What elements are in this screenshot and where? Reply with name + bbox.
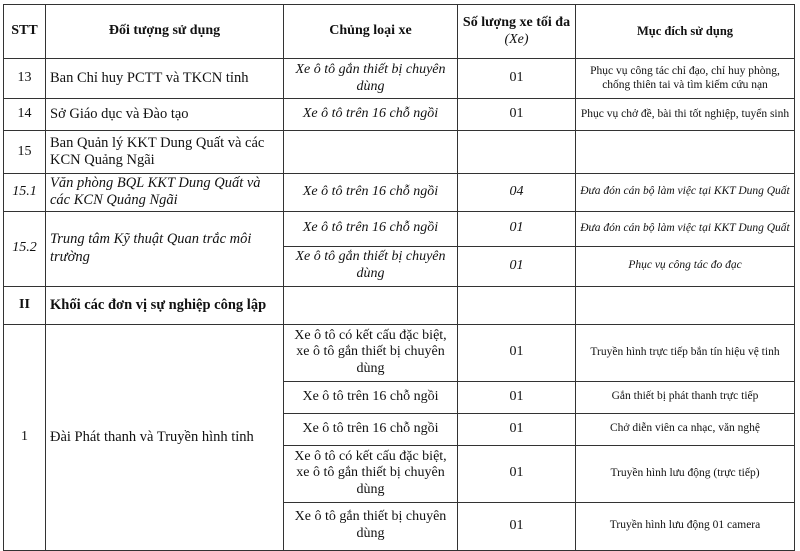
row-purpose: Truyền hình lưu động (trực tiếp) (576, 445, 795, 502)
row-purpose (576, 131, 795, 174)
row-stt: 14 (4, 99, 46, 131)
row-subject: Văn phòng BQL KKT Dung Quất và các KCN Quảng Ngãi (46, 174, 284, 212)
row-stt: 15.2 (4, 211, 46, 286)
section-row (4, 286, 795, 324)
section-title: Khối các đơn vị sự nghiệp công lập (46, 286, 284, 324)
row-vehicle-type: Xe ô tô trên 16 chỗ ngồi (284, 174, 458, 212)
row-subject: Trung tâm Kỹ thuật Quan trắc môi trường (46, 211, 284, 286)
row-vehicle-type: Xe ô tô có kết cấu đặc biệt, xe ô tô gắn thiết bị chuyên dùng (284, 445, 458, 502)
row-stt: 13 (4, 59, 46, 99)
row-vehicle-type: Xe ô tô trên 16 chỗ ngồi (284, 99, 458, 131)
section-empty-cell (458, 286, 576, 324)
section-stt: II (4, 286, 46, 324)
row-quantity: 01 (458, 324, 576, 381)
row-quantity: 01 (458, 99, 576, 131)
row-purpose: Phục vụ chở đề, bài thi tốt nghiệp, tuyển sinh (576, 99, 795, 131)
header-vehicle-type: Chủng loại xe (284, 5, 458, 59)
row-quantity: 01 (458, 381, 576, 413)
row-vehicle-type: Xe ô tô có kết cấu đặc biệt, xe ô tô gắn thiết bị chuyên dùng (284, 324, 458, 381)
header-quantity-label: Số lượng xe tối đa (462, 14, 571, 30)
row-vehicle-type: Xe ô tô gắn thiết bị chuyên dùng (284, 502, 458, 550)
row-vehicle-type: Xe ô tô trên 16 chỗ ngồi (284, 413, 458, 445)
row-purpose: Phục vụ công tác chỉ đạo, chỉ huy phòng, chống thiên tai và tìm kiếm cứu nạn (576, 59, 795, 99)
table-row (4, 324, 795, 381)
row-purpose: Đưa đón cán bộ làm việc tại KKT Dung Quất (576, 211, 795, 246)
table-row (4, 131, 795, 174)
header-subject: Đối tượng sử dụng (46, 5, 284, 59)
row-vehicle-type: Xe ô tô gắn thiết bị chuyên dùng (284, 246, 458, 286)
table-row (4, 59, 795, 99)
row-quantity: 01 (458, 211, 576, 246)
row-purpose: Phục vụ công tác đo đạc (576, 246, 795, 286)
row-subject: Ban Quản lý KKT Dung Quất và các KCN Quảng Ngãi (46, 131, 284, 174)
row-quantity: 04 (458, 174, 576, 212)
header-quantity-unit: (Xe) (504, 31, 529, 47)
row-quantity: 01 (458, 502, 576, 550)
row-purpose: Truyền hình trực tiếp bắn tín hiệu vệ tinh (576, 324, 795, 381)
row-subject: Sở Giáo dục và Đào tạo (46, 99, 284, 131)
row-purpose: Đưa đón cán bộ làm việc tại KKT Dung Quất (576, 174, 795, 212)
row-vehicle-type (284, 131, 458, 174)
row-vehicle-type: Xe ô tô gắn thiết bị chuyên dùng (284, 59, 458, 99)
row-purpose: Chở diễn viên ca nhạc, văn nghệ (576, 413, 795, 445)
table-row (4, 211, 795, 246)
row-quantity (458, 131, 576, 174)
vehicle-allocation-table (3, 4, 795, 551)
section-empty-cell (576, 286, 795, 324)
table-row (4, 174, 795, 212)
section-empty-cell (284, 286, 458, 324)
row-vehicle-type: Xe ô tô trên 16 chỗ ngồi (284, 211, 458, 246)
row-subject: Ban Chỉ huy PCTT và TKCN tỉnh (46, 59, 284, 99)
row-quantity: 01 (458, 59, 576, 99)
row-stt: 15 (4, 131, 46, 174)
header-row (4, 5, 795, 59)
table-row (4, 99, 795, 131)
row-purpose: Truyền hình lưu động 01 camera (576, 502, 795, 550)
row-quantity: 01 (458, 246, 576, 286)
row-stt: 1 (4, 324, 46, 550)
row-quantity: 01 (458, 445, 576, 502)
header-quantity (458, 5, 576, 59)
row-stt: 15.1 (4, 174, 46, 212)
row-vehicle-type: Xe ô tô trên 16 chỗ ngồi (284, 381, 458, 413)
row-quantity: 01 (458, 413, 576, 445)
header-stt: STT (4, 5, 46, 59)
header-purpose: Mục đích sử dụng (576, 5, 795, 59)
row-subject: Đài Phát thanh và Truyền hình tỉnh (46, 324, 284, 550)
row-purpose: Gắn thiết bị phát thanh trực tiếp (576, 381, 795, 413)
